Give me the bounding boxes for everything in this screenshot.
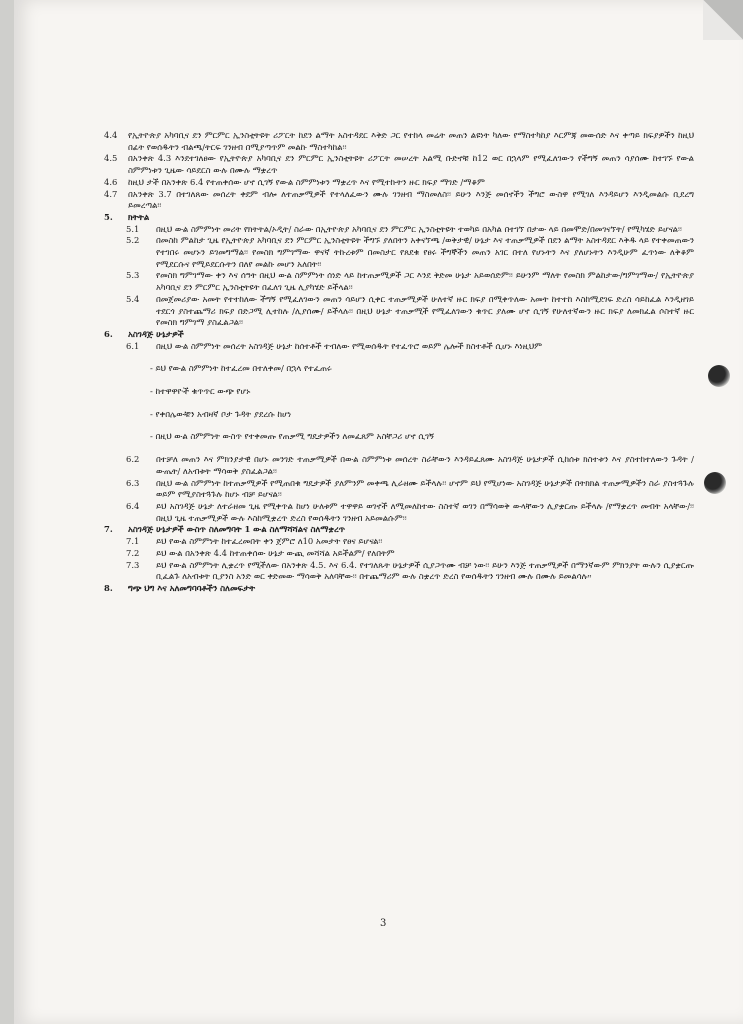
clause — [104, 548, 694, 560]
clause — [104, 478, 694, 501]
clause — [104, 454, 694, 477]
clause-number: 5.3 — [126, 270, 140, 281]
clause-number: 6.2 — [126, 454, 140, 465]
clause — [104, 341, 694, 353]
clause-text: በዚህ ውል ስምምነት መሰረት አስገዳጅ ሁኔታ ከሰተቶች ተብለው የሚወሰዱት የተፈጥሮ ወይም ሌሎች ክስተቶች ሲሆኑ እነዚህም — [156, 340, 542, 351]
clause-text: የመስክ ግምገማው ቀን እና ሰዓት በዚህ ውል ስምምነት ሰነድ ላይ ከተጠቃሚዎች ጋር እንደ ቅድመ ሁኔታ አይወሰድም፡፡ ይሁንም ማለት የመስክ ምልከታው/ግምገማው/ የኢትዮጵያ አካባቢና ደን ምርምር ኢንስቲትዩት በፈለገ ጊዜ ሊያካሄድ ይችላል፡፡ — [156, 270, 694, 293]
clause-text: ክትትል — [128, 211, 150, 222]
clause-text: ይህ የውል ስምምነት ሊቋረጥ የሚችለው በአንቀጽ 4.5. እና 6.4. የተገለጹት ሁኔታዎች ሲያጋጥሙ ብቻ ነው፡፡ ይሁን እንጅ ተጠቃሚዎች በማንኛውም ምክንያት ውሉን ሲያቋርጡ ቢፈልጉ ለአብቱት ቢያንስ አንድ ወር ቀድመው ማሳወቅ አለባቸው፡፡ በተጨማሪም ውሉ ስቋረጥ ድረስ የወሰዱትን ገንዘብ ሙሉ በሙሉ ይመልሳሉ። — [156, 559, 694, 582]
clause-number: 6.3 — [126, 477, 140, 488]
clause-text: ይህ አስገዳጅ ሁኔታ ለተራዘመ ጊዜ የሚቀጥል ከሆነ ሁለቱም ተዋዋይ ወገኖች ለሚመለከተው ስስተኛ ወገን በማሳወቅ ውላቸውን ሊያቋርጡ ይችላሉ /የማቋረጥ መብት አላቸው/፡፡ በዚህ ጊዜ ተጠቃሚዎች ውሉ እስከሚቋረጥ ድረስ የወሰዱትን ገንዘብ አይመልሱም፡፡ — [156, 500, 694, 523]
clause-text: የኢትዮጵያ አካባቢና ደን ምርምር ኢንስቲትዩት ሪፖርት ከደን ልማት አስተዳደር እቅድ ጋር የተከላ መሬት መጠን ልዩነት ካለው የማስተካከያ እርምጃ መውሰድ እና ቀጣይ ክፍያዎችን ከዚህ በፊት የወሰዱትን ብልጫ/ትርፍ ገንዘብ በሚያጣጥም መልኩ ማስተካከል፡፡ — [128, 130, 694, 152]
clause — [104, 501, 694, 524]
list-item-bullet: - በዚህ ውል ስምምነት ውስጥ የተቀመጡ የጠቃሚ ግዴታዎችን ለመፈጸም አስቸጋሪ ሆኖ ሲገኝ — [150, 431, 434, 442]
clause — [104, 189, 694, 212]
section-heading — [104, 329, 694, 341]
clause-number: 6. — [104, 328, 113, 339]
clause-text: በዚህ ውል ስምምነት ከተጠቃሚዎች የሚጠበቁ ግዴታዎች ያለምንም መቀጫ ሊራዘሙ ይችላሉ፡፡ ሆኖም ይህ የሚሆነው አስገዳጅ ሁኔታዎች በትክክል ተጠቃሚዎችን ስራ ያስተጓጉሉ ወይም የሚያስተጓጉሉ ከሆኑ ብቻ ይሆናል፡፡ — [156, 477, 694, 500]
list-item-bullet: - የቀበሌውቹን አብዛኛ ቦታ ጉዳት ያደረሱ ከሆነ — [150, 408, 292, 419]
clause-number: 6.1 — [126, 340, 140, 351]
clause-text: ይህ ውል በአንቀጽ 4.4 ከተጠቀሰው ሁኔታ ውጪ መሻሻል አይችልም/ የለበትም — [156, 547, 395, 558]
clause-text: ይህ የውል ስምምነት ከተፈረመበት ቀን ጀምሮ ለ10 አመታት የፀና ይሆናል፡፡ — [156, 536, 383, 547]
clause-text: በመስከ ምልከታ ጊዜ የኢትዮጵያ አካባቢና ደን ምርምር ኢንስቲትዩት ችግኙ ያለበትን አቀናኘጫ /ወቅታዊ/ ሁኔታ እና ተጠቃሚዎች በደን ልማት አስተዳደር እቅዱ ላይ የተቀመጠውን የተገበሩ መሆኑን ይገመግማል፡፡ የመስክ ግምገማው ዋናኛ ትኩረቱም በመስታር የጸደቁ የፀሩ ችግኞችን መጠን አገር በተለ የሆኑትን እና ያለሆኑትን እንዲሁም ፈጥነው ለቅቆም የሚደርሱና የሚይደርሱትን በለየ መልኩ መሆን አለበት፡፡ — [156, 235, 694, 269]
clause-text: በአንቀጽ 3.7 በተገለጸው መሰረት ቀደም ብሎ ለተጠቃሚዎች የተላለፈውን ሙሉ ገንዘብ ማስመለስ፡፡ ይሁን እንጅ መሰኖችን ችግሮ ውስዋ የሚገለ እንዳይሆን እንዲመልሱ ቢደረግ ይመረጣል፡፡ — [128, 188, 694, 211]
section-heading — [104, 212, 694, 224]
page-number: 3 — [380, 918, 387, 929]
clause — [104, 235, 694, 270]
clause — [104, 560, 694, 583]
clause-number: 7.2 — [126, 547, 140, 558]
punch-hole — [708, 365, 730, 387]
clause-number: 4.6 — [104, 176, 118, 187]
clause — [104, 294, 694, 329]
clause — [104, 130, 694, 153]
clause-text: አስገዳጅ ሁኔታዎች — [128, 328, 184, 339]
clause — [104, 224, 694, 236]
clause-number: 7.1 — [126, 536, 140, 547]
clause-number: 6.4 — [126, 500, 140, 511]
clause-number: 7. — [104, 524, 113, 535]
clause — [104, 153, 694, 176]
punch-hole — [704, 472, 726, 494]
clause-number: 8. — [104, 582, 113, 593]
document-page — [14, 0, 743, 1024]
clause — [104, 536, 694, 548]
clause-text: ከዚህ ታች በአንቀጽ 6.4 የተጠቀሰው ሆኖ ሲገኝ የውል ስምምነቱን ማቋረጥ እና የሚተኩትን ዙር ክፍያ ማገድ /ማቆም — [128, 176, 485, 187]
clause-number: 5.2 — [126, 235, 140, 246]
clause-text: አስገዳጅ ሁኔታዎች ውስጥ ስለመግባት 1 ውል ስለማሻሻልና ስለማቋረጥ — [128, 524, 346, 535]
clause-number: 5.4 — [126, 293, 140, 304]
page-corner-fold — [703, 0, 743, 40]
clause-number: 7.3 — [126, 559, 140, 570]
clause-number: 4.7 — [104, 188, 118, 199]
clause-text: በዚህ ውል ስምምነት መሪት የክትትል/ኦዲት/ ስራው በኢትዮጵያ አካባቢና ደን ምርምር ኢንስቲትዩት ተወካይ በአካል በተገኘ በታው ላይ በመሞድ/በመገናኘት/ የሚካሄድ ይሆናል፡፡ — [156, 223, 682, 234]
clause-text: በተቻለ መጠን እና ምክንያታዊ በሆኑ መንገድ ተጠቃሚዎች በውል ስምምነቱ መሰረት ስራቸውን እንዳይፈጸሙ አስገዳጅ ሁኔታዎች ሲከሰቱ ክስተቱን እና ያስተከተለውን ጉዳት /ውጤት/ ለአብቱት ማሳወቅ ያስፈልጋል፡፡ — [156, 454, 694, 476]
clause — [104, 177, 694, 189]
document-body — [104, 130, 694, 595]
clause-number: 4.5 — [104, 153, 118, 164]
clause-number: 4.4 — [104, 130, 118, 140]
clause-text: በመጀመሪያው አመት የተተከለው ችግኝ የሚፈለገውን መጠን ሳይሆን ሲቀር ተጠቃሚዎች ሁለተኛ ዙር ክፍያ በሚቀጥለው አመት ከተተከ እስከሚደገፍ ድረስ ሳይከፈል እንዲዘገይ ተደርጎ ያስተጨማሪ ክፍያ በድጋሚ ሊተከሉ /ሊያሰሙ/ ይችላሉ፡፡ በዚህ ሁኔታ ተጠቃሚች የሚፈለገውን ቁጥር ያለሙ ሆኖ ሲገኝ የሁለተኛውን ዙር ክፍያ ለመክፈል ሶስተኛ ዙር የመስክ ግምገማ ያስፈልጋል፡፡ — [156, 293, 694, 328]
section-heading — [104, 583, 694, 595]
section-heading — [104, 524, 694, 536]
clause-number: 5.1 — [126, 223, 140, 234]
clause-text: በአንቀጽ 4.3 እንደተገለፀው የኢትዮጵያ አካባቢና ደን ምርምር ኢንስቲትዩት ሪፖርት መሠረት አልሚ ቡድኖቹ ከ12 ወር በኋላም የሚፈለገውን የችግኝ መጠን ሳያሰሙ ከተገኙ የውል ስምምነቱን ጊዜው ሳይደርስ ውሉ በሙሉ ማቋረጥ — [128, 153, 694, 176]
clause-text: ግጭ ህግ እና አለመግባባቶችን ስለመፍታት — [128, 582, 255, 593]
clause — [104, 270, 694, 293]
clause-number: 5. — [104, 211, 113, 222]
list-item-bullet: - ከተዋዋዮች ቁጥጥር ውጭ የሆኑ — [150, 386, 251, 397]
list-item-bullet: - ይህ የውል ስምምነት ከተፈረመ በተለቀመ/ በኋላ የተፈጠሩ — [150, 363, 332, 374]
